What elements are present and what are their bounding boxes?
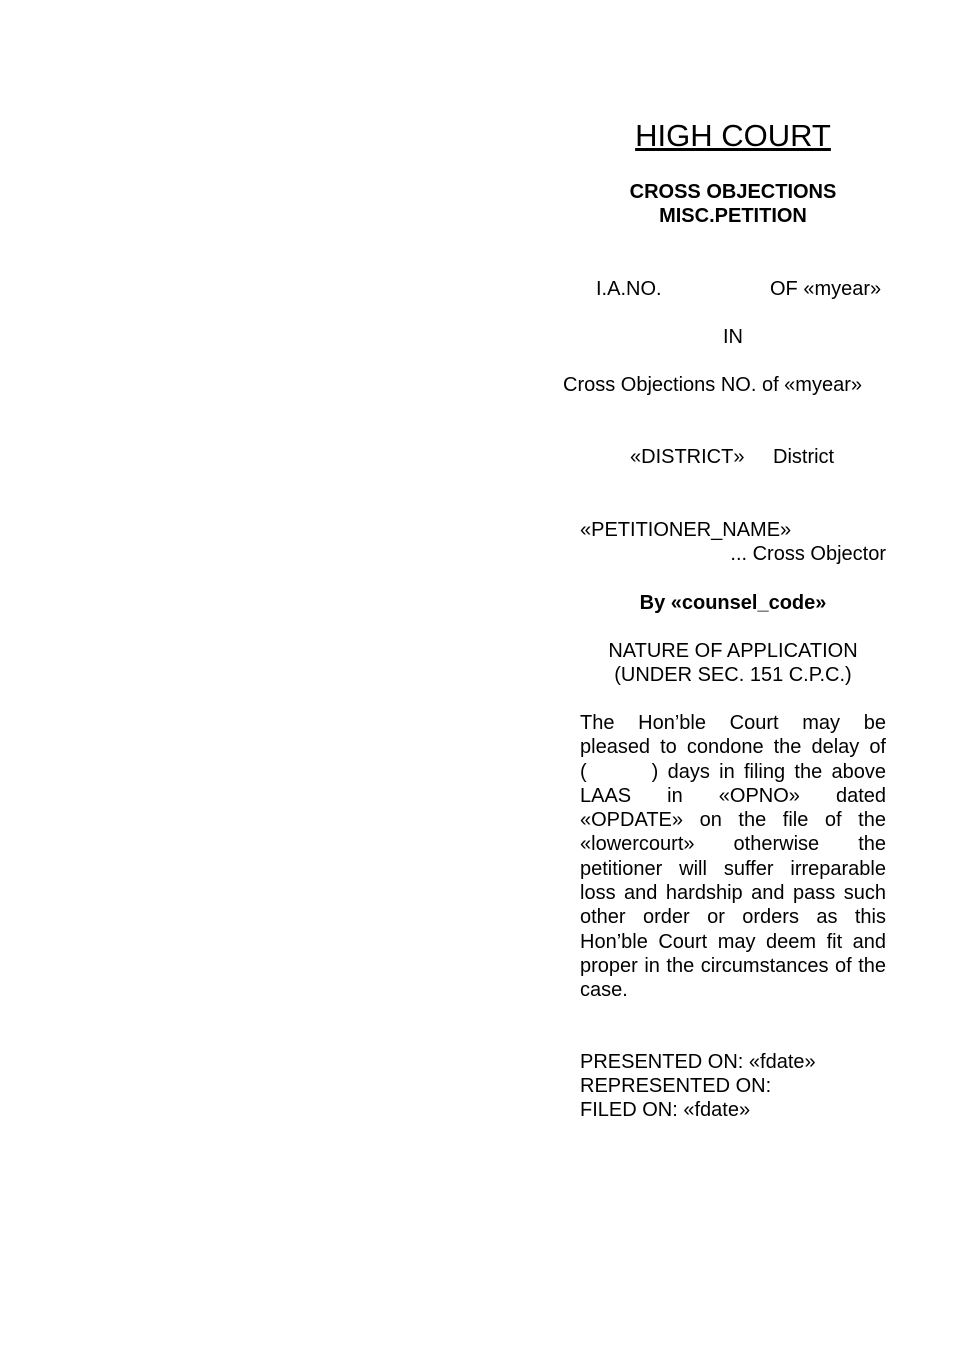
district-field: «DISTRICT»: [630, 446, 745, 468]
filed-on: FILED ON: «fdate»: [580, 1099, 751, 1121]
nature-of-application-section: (UNDER SEC. 151 C.P.C.): [614, 664, 852, 686]
presented-on: PRESENTED ON: «fdate»: [580, 1051, 816, 1073]
petition-type-line-2: MISC.PETITION: [659, 205, 807, 227]
nature-of-application-heading: NATURE OF APPLICATION: [608, 640, 858, 662]
ia-year: OF «myear»: [770, 278, 882, 300]
represented-on: REPRESENTED ON:: [580, 1075, 772, 1097]
ia-number-label: I.A.NO.: [596, 278, 662, 300]
petition-type-line-1: CROSS OBJECTIONS: [629, 181, 837, 203]
party-role: ... Cross Objector: [730, 543, 886, 565]
prayer-paragraph: The Hon’ble Court may be pleased to condone the delay of ( ) days in filing the above LAAS in «OPNO» dated «OPDATE» on the file of the «lowercourt» otherwise the petitioner will suffer irreparable loss and hardship and pass such other order or orders as this Hon’ble Court may deem fit and proper in the circumstances of the case.: [580, 712, 886, 1002]
petitioner-name: «PETITIONER_NAME»: [580, 519, 792, 541]
cross-objection-number: Cross Objections NO. of «myear»: [563, 374, 862, 396]
in-label: IN: [723, 326, 743, 348]
district-label: District: [773, 446, 835, 468]
court-title: HIGH COURT: [635, 118, 831, 153]
counsel-line: By «counsel_code»: [639, 592, 827, 614]
